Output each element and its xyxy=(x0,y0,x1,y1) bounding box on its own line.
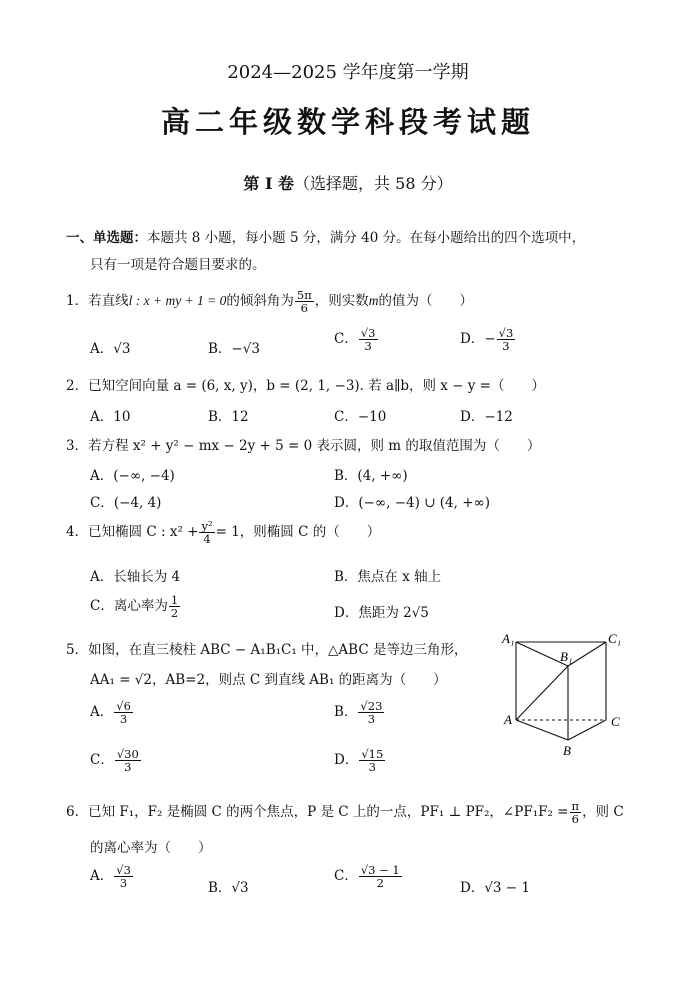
question-3 xyxy=(66,434,540,454)
q1-option-c[interactable]: C． $\frac{√3}{3}$ xyxy=(334,326,376,354)
q5-number: 5． xyxy=(66,642,89,658)
question-1 xyxy=(66,289,473,314)
edge-b1c1 xyxy=(568,642,606,666)
q1-text-mid: 的倾斜角为 xyxy=(226,293,294,310)
edge-ab xyxy=(516,720,568,740)
part-heading xyxy=(0,171,696,194)
q4-option-b[interactable]: B．焦点在 x 轴上 xyxy=(334,569,442,585)
q6-option-d[interactable]: D．√3 − 1 xyxy=(460,880,530,896)
q3-option-a[interactable]: A．(−∞, −4) xyxy=(90,468,175,484)
q1-option-b[interactable]: B．−√3 xyxy=(208,341,260,357)
q5-text-line2: AA₁ = √2，AB=2，则点 C 到直线 AB₁ 的距离为（ ） xyxy=(90,672,447,688)
question-5 xyxy=(66,638,467,658)
part-label: 第 I 卷 xyxy=(243,174,295,193)
q3-text: 若方程 x² + y² − mx − 2y + 5 = 0 表示圆，则 m 的取值范围为（ ） xyxy=(88,438,541,454)
q2-option-d[interactable]: D．−12 xyxy=(460,409,513,425)
label-a: A xyxy=(504,712,512,727)
q4-number: 4． xyxy=(66,524,89,541)
q1-number: 1． xyxy=(66,293,89,310)
q5-option-a[interactable]: A． $\frac{√6}{3}$ xyxy=(90,699,131,727)
part-note: （选择题，共 58 分） xyxy=(294,174,453,193)
q6-option-a[interactable]: A． $\frac{√3}{3}$ xyxy=(90,863,131,891)
section-instructions: 本题共 8 小题，每小题 5 分，满分 40 分。在每小题给出的四个选项中， xyxy=(147,230,586,246)
label-a1: A₁ xyxy=(502,631,515,646)
q1-angle-fraction: $\frac{5\pi}{6}$ xyxy=(296,288,312,316)
q1-option-a[interactable]: A．√3 xyxy=(90,341,131,357)
q1-variable: m xyxy=(368,293,379,309)
section-label: 一、单选题： xyxy=(66,230,147,246)
q2-option-a[interactable]: A．10 xyxy=(90,409,131,425)
q6-option-c[interactable]: C． $\frac{√3 - 1}{2}$ xyxy=(334,863,400,891)
section-instructions-cont: 只有一项是符合题目要求的。 xyxy=(90,257,266,273)
q1-text-pre: 若直线 xyxy=(88,293,129,310)
label-c1: C₁ xyxy=(608,631,622,646)
exam-year: 2024—2025 学年度第一学期 xyxy=(227,62,469,83)
segment-ab1 xyxy=(516,666,568,720)
q3-option-c[interactable]: C．(−4, 4) xyxy=(90,495,162,511)
q6-text-post: ，则 C xyxy=(582,804,624,821)
q5-text-line1: 如图，在直三棱柱 ABC − A₁B₁C₁ 中，△ABC 是等边三角形， xyxy=(88,642,468,658)
prism-figure xyxy=(496,628,636,764)
q6-text-pre: 已知 F₁，F₂ 是椭圆 C 的两个焦点，P 是 C 上的一点，PF₁ ⊥ PF₂，∠PF₁F₂ = xyxy=(88,804,569,821)
q4-text-pre: 已知椭圆 C : x² + xyxy=(88,524,199,541)
q4-option-c[interactable]: C．离心率为 $\frac{1}{2}$ xyxy=(90,593,179,621)
question-4 xyxy=(66,520,380,545)
q2-number: 2． xyxy=(66,378,89,394)
q6-angle-fraction: $\frac{\pi}{6}$ xyxy=(571,799,580,827)
q4-text-post: = 1，则椭圆 C 的（ ） xyxy=(215,524,381,541)
q2-option-c[interactable]: C．−10 xyxy=(334,409,387,425)
q2-option-b[interactable]: B．12 xyxy=(208,409,249,425)
section-header xyxy=(66,226,585,246)
label-b1: B₁ xyxy=(560,649,573,664)
label-b: B xyxy=(563,743,571,758)
q5-option-d[interactable]: D． $\frac{√15}{3}$ xyxy=(334,747,384,775)
q4-fraction: $\frac{\text{y²}}{4}$ xyxy=(201,519,213,547)
q4-option-d[interactable]: D．焦距为 2√5 xyxy=(334,605,429,621)
q3-option-d[interactable]: D．(−∞, −4) ∪ (4, +∞) xyxy=(334,495,491,511)
q3-number: 3． xyxy=(66,438,89,454)
q5-option-c[interactable]: C． $\frac{√30}{3}$ xyxy=(90,747,139,775)
edge-bc xyxy=(568,720,606,740)
q1-equation: l : x + my + 1 = 0 xyxy=(128,293,227,309)
q6-option-b[interactable]: B．√3 xyxy=(208,880,249,896)
q6-text-line2: 的离心率为（ ） xyxy=(90,840,212,856)
q1-option-d[interactable]: D．− $\frac{√3}{3}$ xyxy=(460,326,514,354)
q2-text: 已知空间向量 a = (6, x, y)，b = (2, 1, −3). 若 a∥b，则 x − y =（ ） xyxy=(88,378,545,394)
q5-option-b[interactable]: B． $\frac{√23}{3}$ xyxy=(334,699,383,727)
q3-option-b[interactable]: B．(4, +∞) xyxy=(334,468,408,484)
exam-title: 高二年级数学科段考试题 xyxy=(160,105,535,139)
label-c: C xyxy=(611,714,620,729)
q1-text-post: ，则实数 xyxy=(314,293,369,310)
question-6 xyxy=(66,800,624,825)
q1-text-end: 的值为（ ） xyxy=(378,293,474,310)
question-2 xyxy=(66,374,545,394)
q4-option-a[interactable]: A．长轴长为 4 xyxy=(90,569,181,585)
q6-number: 6． xyxy=(66,804,89,821)
